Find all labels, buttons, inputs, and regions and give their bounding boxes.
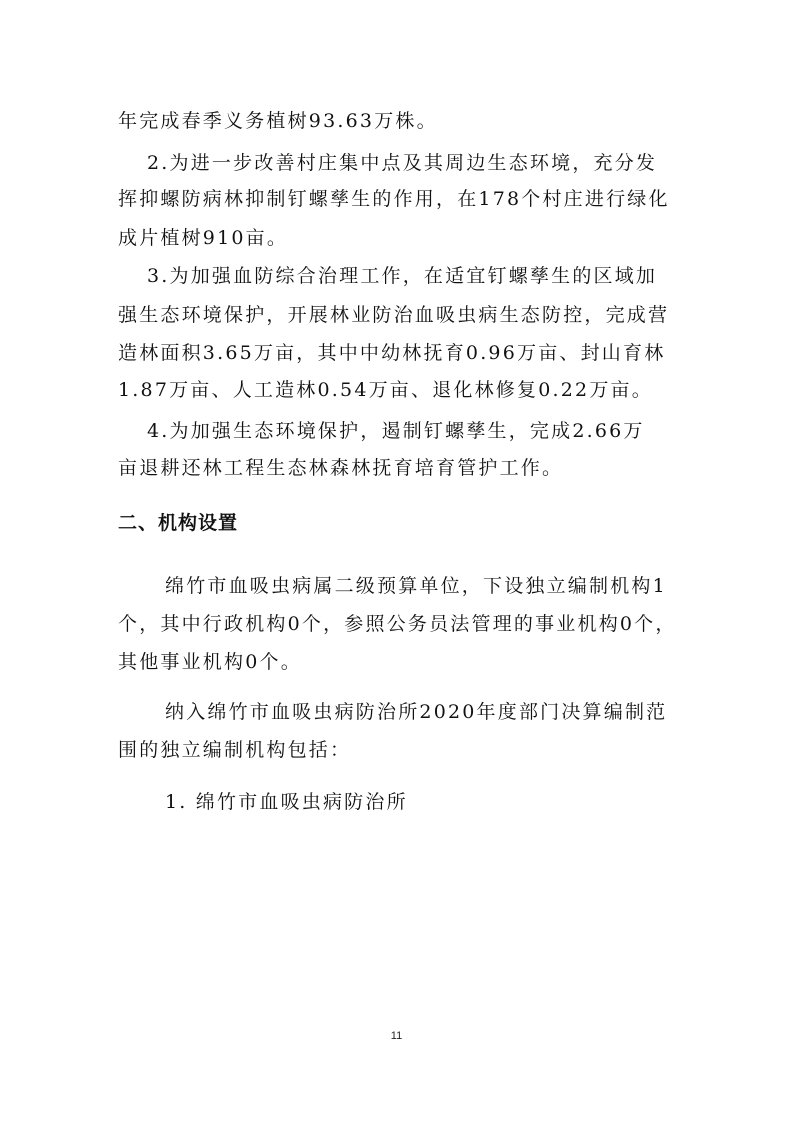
paragraph-line: 绵竹市血吸虫病属二级预算单位，下设独立编制机构1 <box>165 575 667 597</box>
paragraph-line: 纳入绵竹市血吸虫病防治所2020年度部门决算编制范 <box>165 701 668 723</box>
paragraph-line: 强生态环境保护，开展林业防治血吸虫病生态防控，完成营 <box>118 304 670 326</box>
paragraph-line: 成片植树910亩。 <box>118 227 289 249</box>
page-number: 11 <box>390 1030 403 1042</box>
paragraph-line: 年完成春季义务植树93.63万株。 <box>118 110 438 132</box>
paragraph-line: 1.87万亩、人工造林0.54万亩、退化林修复0.22万亩。 <box>118 379 653 401</box>
paragraph-line: 亩退耕还林工程生态林森林抚育培育管护工作。 <box>118 457 564 479</box>
paragraph-line: 其他事业机构0个。 <box>118 651 302 673</box>
paragraph-line: 3.为加强血防综合治理工作，在适宜钉螺孳生的区域加 <box>147 265 658 287</box>
paragraph-line: 造林面积3.65万亩，其中中幼林抚育0.96万亩、封山育林 <box>118 342 666 364</box>
paragraph-line: 挥抑螺防病林抑制钉螺孳生的作用，在178个村庄进行绿化 <box>118 188 670 210</box>
paragraph-line: 4.为加强生态环境保护，遏制钉螺孳生，完成2.66万 <box>147 420 645 442</box>
paragraph-line: 2.为进一步改善村庄集中点及其周边生态环境，充分发 <box>147 152 658 174</box>
paragraph-line: 围的独立编制机构包括： <box>118 739 352 761</box>
list-item: 1. 绵竹市血吸虫病防治所 <box>165 791 408 813</box>
section-heading: 二、机构设置 <box>118 512 239 534</box>
paragraph-line: 个，其中行政机构0个，参照公务员法管理的事业机构0个， <box>118 613 677 635</box>
